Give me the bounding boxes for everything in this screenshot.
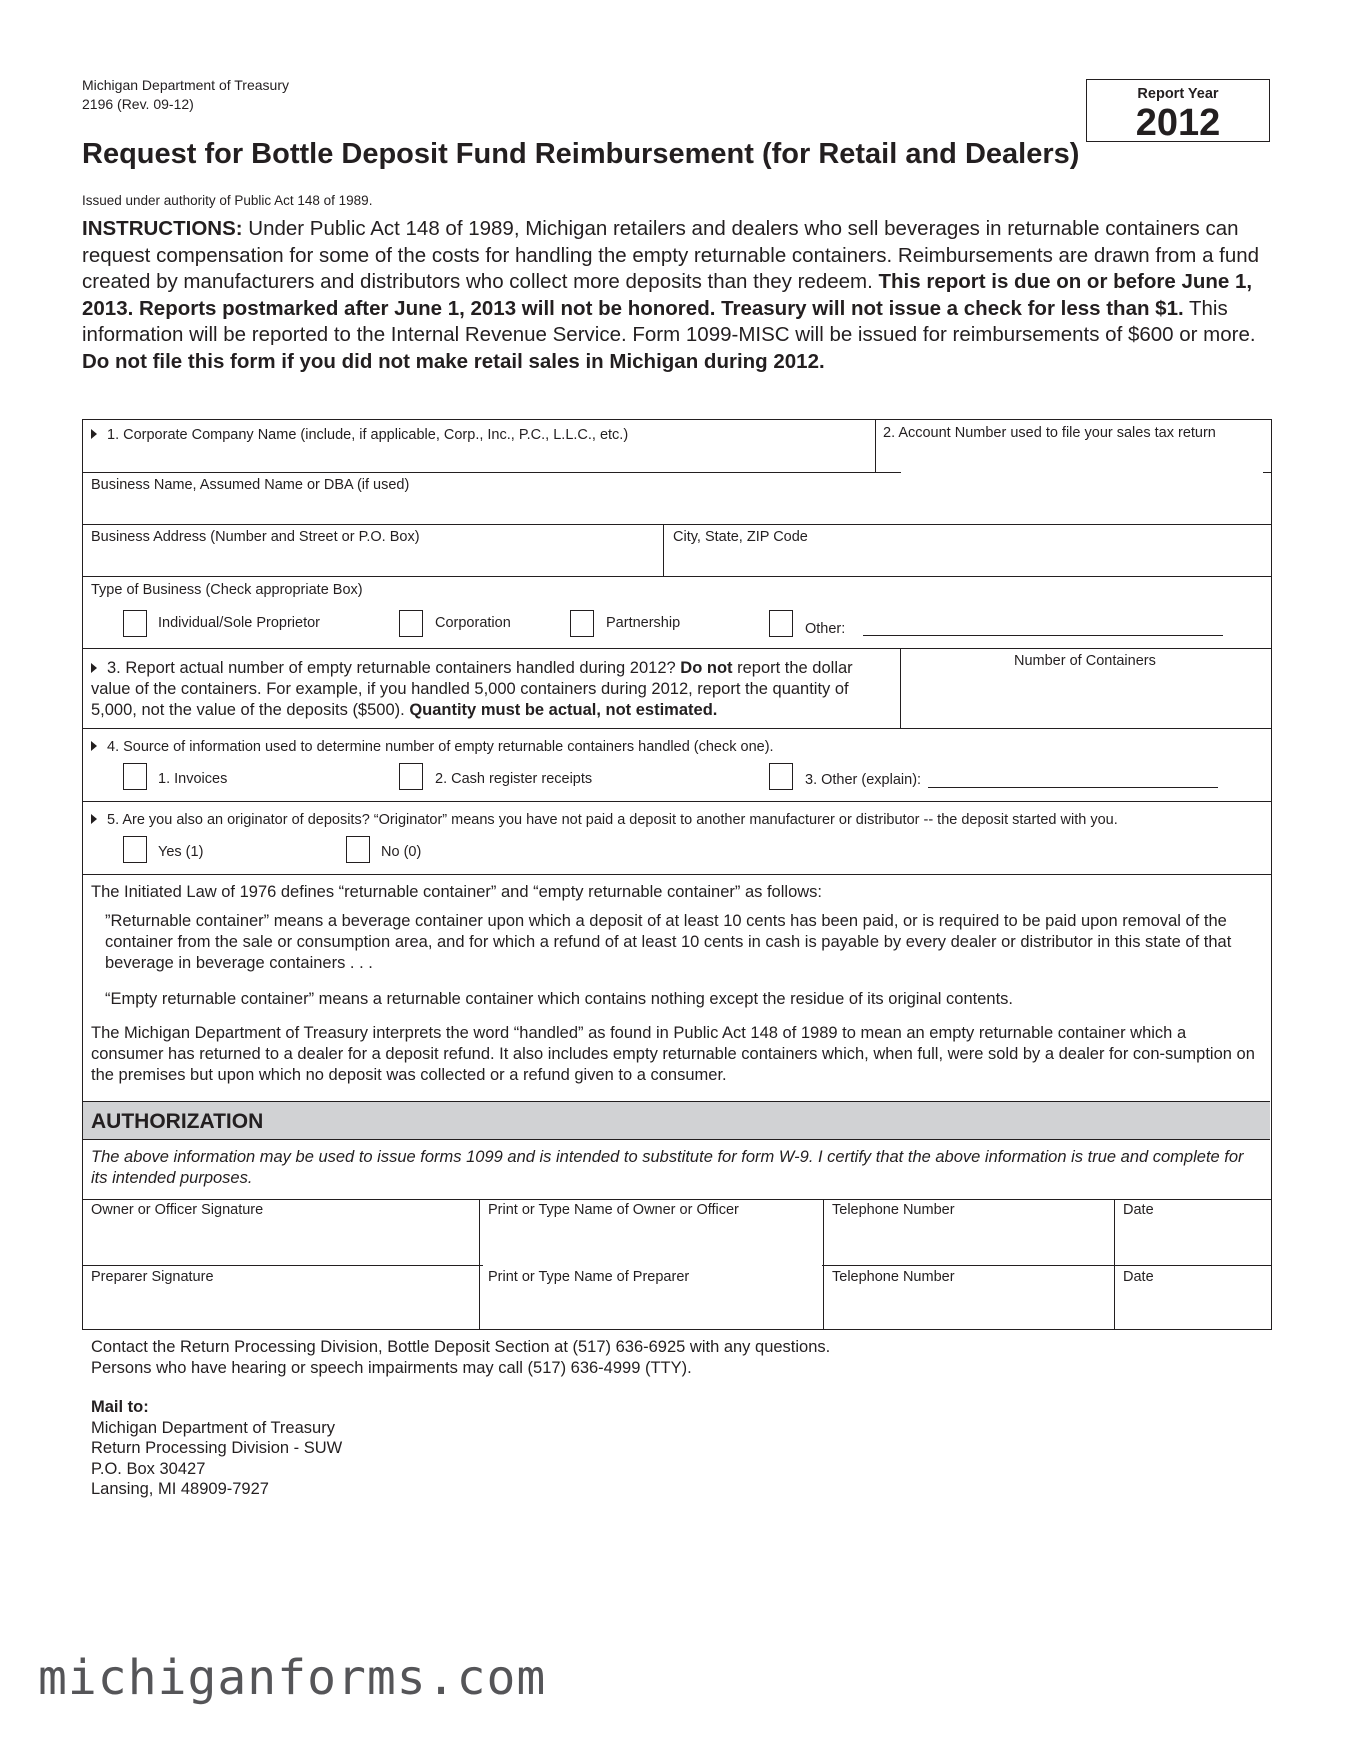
watermark: michiganforms.com [38, 1650, 547, 1706]
form-title: Request for Bottle Deposit Fund Reimbursement (for Retail and Dealers) [82, 138, 1080, 170]
mail-line-1: Michigan Department of Treasury [91, 1418, 335, 1437]
arrow-icon [91, 429, 97, 439]
arrow-icon [91, 663, 97, 673]
other-type-checkbox[interactable] [769, 610, 793, 637]
individual-label: Individual/Sole Proprietor [158, 615, 321, 631]
company-name-label: 1. Corporate Company Name (include, if applicable, Corp., Inc., P.C., L.L.C., etc.) [107, 427, 629, 443]
definition-handled: The Michigan Department of Treasury interprets the word “handled” as found in Public Act 148 of 1989 to mean an empty returnable container which a consumer has returned to a dealer for a deposit refund. It also includes empty returnable containers which, when full, were sold by a dealer for con-sumption on the premises but upon which no deposit was collected or a refund given to a consumer. [91, 1024, 1255, 1084]
definitions-intro: The Initiated Law of 1976 defines “returnable container” and “empty returnable container” as follows: [91, 883, 822, 901]
invoices-checkbox[interactable] [123, 763, 147, 790]
cash-register-checkbox[interactable] [399, 763, 423, 790]
contact-line-2: Persons who have hearing or speech impairments may call (517) 636-4999 (TTY). [91, 1358, 692, 1377]
company-name-field[interactable] [91, 426, 628, 444]
instructions-text-2: This information will be reported to the Internal Revenue Service. Form 1099-MISC will be issued for reimbursements of $600 or more. [82, 296, 1256, 346]
mailing-address [91, 1397, 342, 1500]
preparer-phone-field[interactable]: Telephone Number [832, 1269, 955, 1285]
arrow-icon [91, 814, 97, 824]
business-type-label: Type of Business (Check appropriate Box) [91, 582, 363, 598]
other-source-checkbox[interactable] [769, 763, 793, 790]
partnership-label: Partnership [606, 615, 681, 631]
instructions-deadline: This report is due on or before June 1, 2013. Reports postmarked after June 1, 2013 will not be honored. Treasury will not issue a check for less than $1. [82, 270, 1253, 320]
invoices-label: 1. Invoices [158, 771, 228, 787]
contact-info [91, 1337, 830, 1378]
business-address-field[interactable]: Business Address (Number and Street or P.O. Box) [91, 529, 420, 545]
instructions-text-1: Under Public Act 148 of 1989, Michigan retailers and dealers who sell beverages in returnable containers can request compensation for some of the costs for handling the empty returnable containers. Reimbursements are drawn from a fund created by manufacturers and distributors who collect more deposits than they redeem. [82, 217, 1260, 293]
owner-signature-field[interactable]: Owner or Officer Signature [91, 1202, 264, 1218]
instructions [82, 216, 1272, 375]
cash-register-label: 2. Cash register receipts [435, 771, 593, 787]
mail-heading: Mail to: [91, 1398, 149, 1416]
instructions-lead: INSTRUCTIONS: [82, 217, 243, 240]
business-name-field[interactable]: Business Name, Assumed Name or DBA (if used) [91, 477, 410, 493]
form-body [82, 419, 1272, 1330]
corporation-checkbox[interactable] [399, 610, 423, 637]
authority-line: Issued under authority of Public Act 148 of 1989. [82, 193, 373, 208]
preparer-name-field[interactable]: Print or Type Name of Preparer [488, 1269, 690, 1285]
other-source-label: 3. Other (explain): [805, 772, 922, 788]
instructions-warning: Do not file this form if you did not make retail sales in Michigan during 2012. [82, 349, 825, 373]
partnership-checkbox[interactable] [570, 610, 594, 637]
mail-line-2: Return Processing Division - SUW [91, 1439, 343, 1457]
definition-returnable: ”Returnable container” means a beverage container upon which a deposit of at least 10 cents has been paid, or is required to be paid upon removal of the container from the sale or consumption area, and for which a refund of at least 10 cents in cash is payable by every dealer or distributor in this state of that beverage in beverage containers . . . [105, 912, 1232, 972]
preparer-date-field[interactable]: Date [1123, 1269, 1154, 1285]
report-year-value: 2012 [1135, 102, 1221, 144]
corporation-label: Corporation [435, 615, 511, 631]
account-number-field[interactable]: 2. Account Number used to file your sales tax return [883, 425, 1216, 441]
contact-line-1: Contact the Return Processing Division, Bottle Deposit Section at (517) 636-6925 with any questions. [91, 1338, 831, 1356]
report-year-label: Report Year [1137, 86, 1219, 102]
originator-yes-checkbox[interactable] [123, 836, 147, 863]
report-year-box [1086, 79, 1270, 142]
authorization-header [83, 1101, 1270, 1140]
preparer-signature-field[interactable]: Preparer Signature [91, 1269, 214, 1285]
mail-line-4: Lansing, MI 48909-7927 [91, 1480, 269, 1498]
question-3: 3. Report actual number of empty returnable containers handled during 2012? Do not report the dollar value of the containers. For example, if you handled 5,000 containers during 2012, report the quantity of 5,000, not the value of the deposits ($500). Quantity must be actual, not estimated. [91, 659, 853, 719]
originator-yes-label: Yes (1) [158, 844, 204, 860]
other-source-input[interactable] [928, 787, 1218, 788]
originator-no-checkbox[interactable] [346, 836, 370, 863]
number-of-containers-field[interactable]: Number of Containers [1014, 653, 1156, 669]
authorization-certification: The above information may be used to issue forms 1099 and is intended to substitute for form W-9. I certify that the above information is true and complete for its intended purposes. [91, 1148, 1244, 1187]
other-type-input[interactable] [863, 635, 1223, 636]
individual-checkbox[interactable] [123, 610, 147, 637]
mail-line-3: P.O. Box 30427 [91, 1459, 206, 1478]
owner-name-field[interactable]: Print or Type Name of Owner or Officer [488, 1202, 739, 1218]
form-number: 2196 (Rev. 09-12) [82, 96, 194, 112]
owner-date-field[interactable]: Date [1123, 1202, 1154, 1218]
city-state-zip-field[interactable]: City, State, ZIP Code [673, 529, 808, 545]
question-5: 5. Are you also an originator of deposits? “Originator” means you have not paid a deposit to another manufacturer or distributor -- the deposit started with you. [91, 811, 1118, 829]
agency-name: Michigan Department of Treasury [82, 77, 289, 93]
definition-empty: “Empty returnable container” means a returnable container which contains nothing except the residue of its original contents. [105, 990, 1014, 1008]
other-type-label: Other: [805, 621, 846, 637]
owner-phone-field[interactable]: Telephone Number [832, 1202, 955, 1218]
authorization-title: AUTHORIZATION [91, 1110, 264, 1133]
question-4: 4. Source of information used to determine number of empty returnable containers handled (check one). [91, 738, 774, 756]
originator-no-label: No (0) [381, 844, 422, 860]
arrow-icon [91, 741, 97, 751]
